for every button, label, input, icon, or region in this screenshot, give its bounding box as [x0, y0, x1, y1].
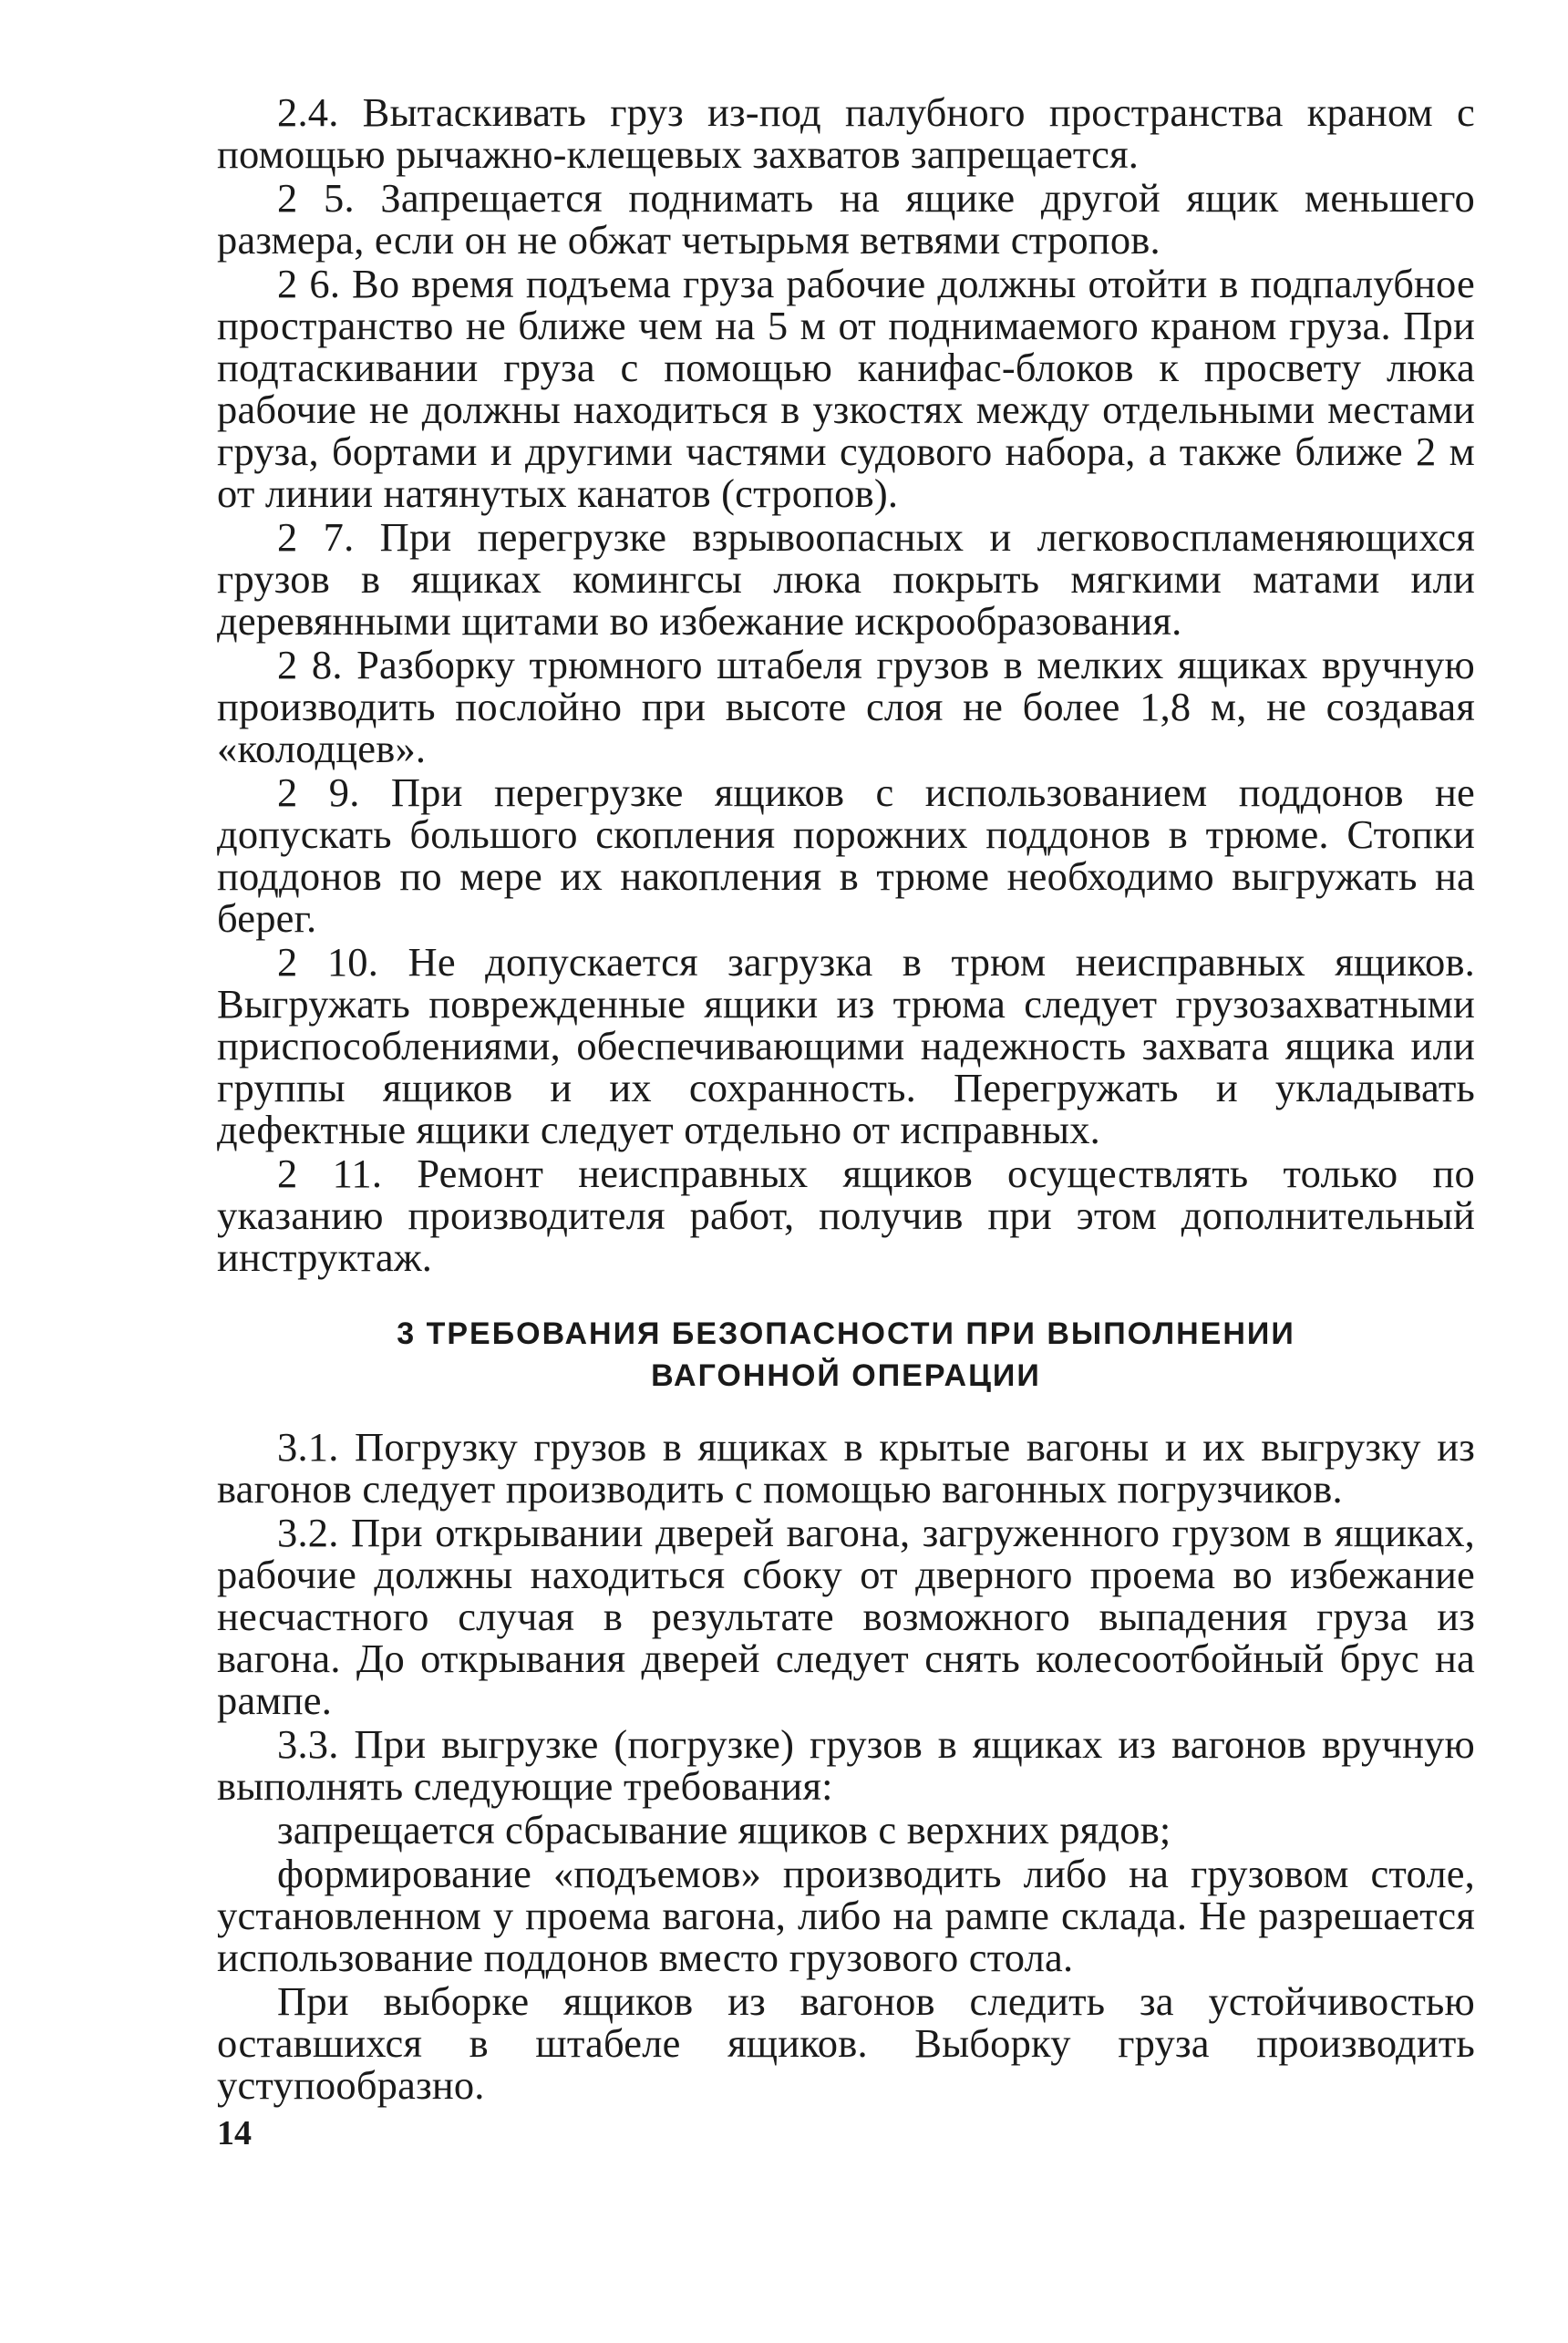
paragraph-2-11: 2 11. Ремонт неисправных ящиков осуществлять только по указанию производителя работ, получив при этом дополнительный инструктаж.: [217, 1151, 1475, 1280]
paragraph-2-4: 2.4. Вытаскивать груз из-под палубного пространства краном с помощью рычажно-клещевых захватов запрещается.: [217, 89, 1475, 177]
section-heading-line-2: ВАГОННОЙ ОПЕРАЦИИ: [651, 1358, 1041, 1393]
paragraph-2-8: 2 8. Разборку трюмного штабеля грузов в мелких ящиках вручную производить послойно при высоте слоя не более 1,8 м, не создавая «колодцев».: [217, 642, 1475, 771]
section-heading-line-1: 3 ТРЕБОВАНИЯ БЕЗОПАСНОСТИ ПРИ ВЫПОЛНЕНИИ: [397, 1316, 1295, 1351]
paragraph-3-1: 3.1. Погрузку грузов в ящиках в крытые вагоны и их выгрузку из вагонов следует производить с помощью вагонных погрузчиков.: [217, 1424, 1475, 1512]
requirement-item-2: формирование «подъемов» производить либо на грузовом столе, установленном у проема вагона, либо на рампе склада. Не разрешается использование поддонов вместо грузового стола.: [217, 1851, 1475, 1980]
paragraph-3-2: 3.2. При открывании дверей вагона, загруженного грузом в ящиках, рабочие должны находиться сбоку от дверного проема во избежание несчастного случая в результате возможного выпадения груза из вагона. До открывания дверей следует снять колесоотбойный брус на рампе.: [217, 1510, 1475, 1723]
section-3-heading: [217, 1313, 1475, 1397]
paragraph-2-7: 2 7. При перегрузке взрывоопасных и легковоспламеняющихся грузов в ящиках комингсы люка покрыть мягкими матами или деревянными щитами во избежание искрообразования.: [217, 514, 1475, 644]
page-number: 14: [217, 2114, 252, 2152]
paragraph-2-6: 2 6. Во время подъема груза рабочие должны отойти в подпалубное пространство не ближе чем на 5 м от поднимаемого краном груза. При подтаскивании груза с помощью канифас-блоков к просвету люка рабочие не должны находиться в узкостях между отдельными местами груза, бортами и другими частями судового набора, а также ближе 2 м от линии натянутых канатов (стропов).: [217, 261, 1475, 516]
paragraph-3-3: 3.3. При выгрузке (погрузке) грузов в ящиках из вагонов вручную выполнять следующие требования:: [217, 1721, 1475, 1809]
page-body: [217, 91, 1475, 2108]
paragraph-selection-stability: При выборке ящиков из вагонов следить за устойчивостью оставшихся в штабеле ящиков. Выборку груза производить уступообразно.: [217, 1978, 1475, 2108]
paragraph-2-9: 2 9. При перегрузке ящиков с использованием поддонов не допускать большого скопления порожних поддонов в трюме. Стопки поддонов по мере их накопления в трюме необходимо выгружать на берег.: [217, 769, 1475, 941]
requirement-item-1: запрещается сбрасывание ящиков с верхних рядов;: [277, 1807, 1171, 1853]
paragraph-2-10: 2 10. Не допускается загрузка в трюм неисправных ящиков. Выгружать поврежденные ящики из трюма следует грузозахватными приспособлениями, обеспечивающими надежность захвата ящика или группы ящиков и их сохранность. Перегружать и укладывать дефектные ящики следует отдельно от исправных.: [217, 939, 1475, 1152]
paragraph-2-5: 2 5. Запрещается поднимать на ящике другой ящик меньшего размера, если он не обжат четырьмя ветвями стропов.: [217, 175, 1475, 263]
